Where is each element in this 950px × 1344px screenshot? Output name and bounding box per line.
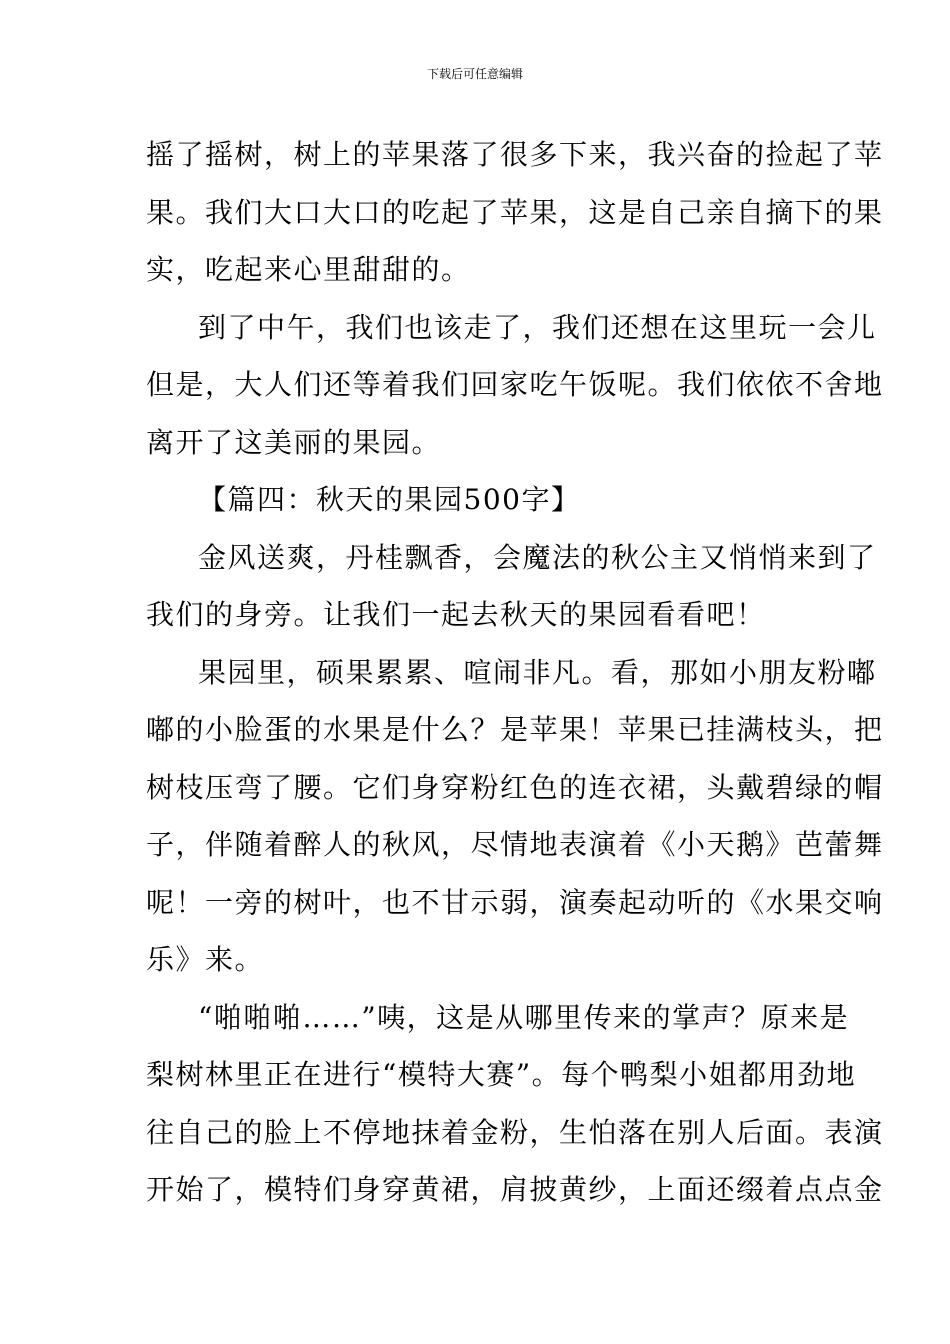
text-line-15: 乐》来。 [146, 943, 265, 976]
page-header: 下载后可任意编辑 [426, 67, 523, 81]
text-line-2: 果。我们大口大口的吃起了苹果，这是自己亲自摘下的果 [146, 195, 884, 229]
text-line-11: 嘟的小脸蛋的水果是什么？是苹果！苹果已挂满枝头，把 [146, 713, 884, 746]
text-line-14: 呢！一旁的树叶，也不甘示弱，演奏起动听的《水果交响 [146, 885, 884, 919]
text-line-19: 开始了，模特们身穿黄裙，肩披黄纱，上面还缀着点点金 [146, 1173, 884, 1206]
text-line-5: 但是，大人们还等着我们回家吃午饭呢。我们依依不舍地 [146, 368, 884, 401]
text-line-16: “啪啪啪……”咦，这是从哪里传来的掌声？原来是 [198, 1000, 850, 1034]
text-line-6: 离开了这美丽的果园。 [146, 425, 442, 459]
section-heading: 【篇四：秋天的果园500字】 [198, 483, 581, 516]
text-line-18: 往自己的脸上不停地抹着金粉，生怕落在别人后面。表演 [146, 1115, 884, 1149]
text-line-17: 梨树林里正在进行“模特大赛”。每个鸭梨小姐都用劲地 [146, 1058, 857, 1091]
text-line-13: 子，伴随着醉人的秋风，尽情地表演着《小天鹅》芭蕾舞 [146, 828, 884, 861]
text-line-9: 我们的身旁。让我们一起去秋天的果园看看吧！ [146, 598, 766, 631]
text-line-8: 金风送爽，丹桂飘香，会魔法的秋公主又悄悄来到了 [198, 540, 877, 574]
document-body [146, 126, 884, 1219]
text-line-4: 到了中午，我们也该走了，我们还想在这里玩一会儿 [198, 310, 877, 344]
text-line-1: 摇了摇树，树上的苹果落了很多下来，我兴奋的捡起了苹 [146, 138, 884, 171]
text-line-3: 实，吃起来心里甜甜的。 [146, 253, 471, 286]
text-line-10: 果园里，硕果累累、喧闹非凡。看，那如小朋友粉嘟 [198, 655, 877, 689]
text-line-12: 树枝压弯了腰。它们身穿粉红色的连衣裙，头戴碧绿的帽 [146, 770, 884, 804]
